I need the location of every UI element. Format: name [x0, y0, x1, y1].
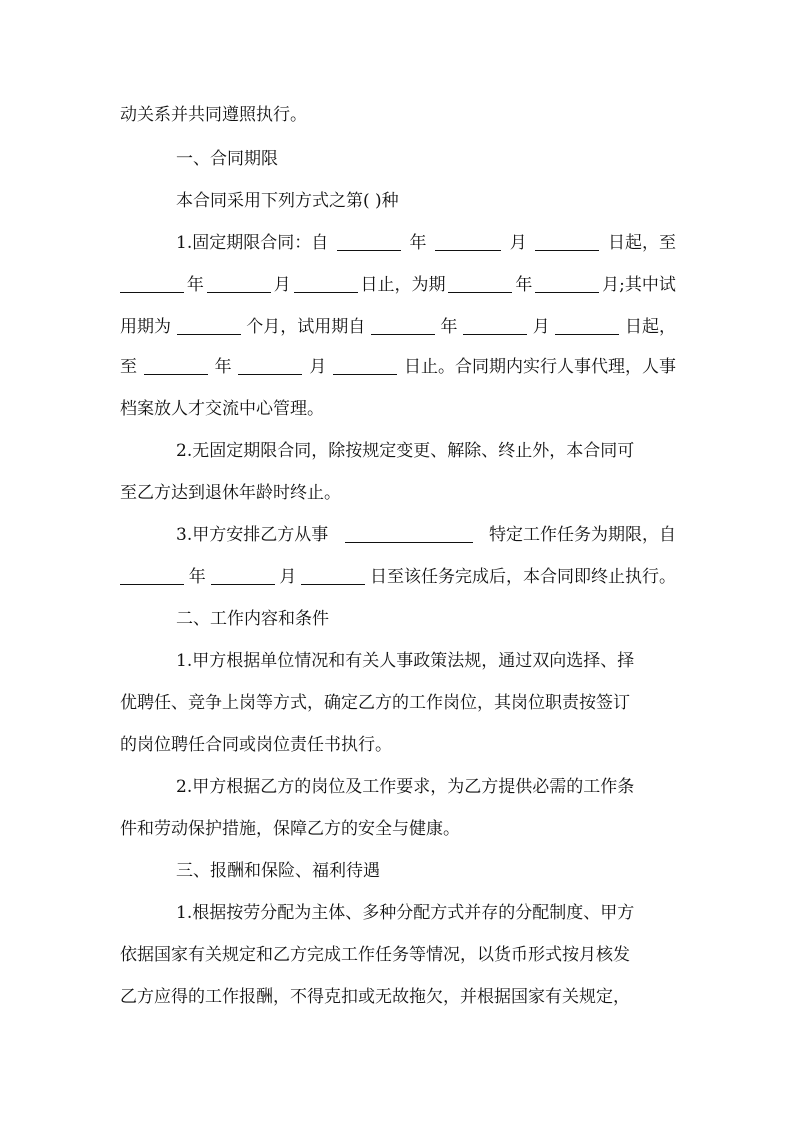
section-heading-pay: 三、报酬和保险、福利待遇: [176, 861, 380, 881]
text-segment: 月: [509, 233, 527, 253]
text-segment: 年: [409, 233, 427, 253]
paragraph-line: 依据国家有关规定和乙方完成工作任务等情况，以货币形式按月核发: [120, 945, 630, 965]
text-segment: 月: [532, 317, 550, 337]
paragraph-line: 件和劳动保护措施，保障乙方的安全与健康。: [120, 819, 460, 839]
clause-fixed-term: [176, 232, 676, 254]
text-segment: 年: [515, 275, 533, 295]
text-segment: 日起，至: [607, 233, 676, 253]
paragraph-line: 1.甲方根据单位情况和有关人事政策法规，通过双向选择、择: [176, 651, 635, 671]
paragraph-line: 至乙方达到退休年龄时终止。: [120, 483, 341, 503]
text-segment: 日至该任务完成后，本合同即终止执行。: [369, 567, 676, 587]
text-segment: 个月，试用期自: [246, 317, 366, 337]
text-segment: 3.甲方安排乙方从事: [176, 525, 329, 545]
section-heading-work: 二、工作内容和条件: [176, 609, 329, 629]
text-segment: 日止，为期: [360, 275, 446, 295]
paragraph-line: 动关系并共同遵照执行。: [120, 105, 307, 125]
section-heading-term: 一、合同期限: [176, 149, 278, 169]
text-segment: 至: [120, 357, 137, 377]
fill-blank-month[interactable]: [435, 232, 501, 251]
text-segment: 月: [309, 357, 327, 377]
text-segment: 特定工作任务为期限，自: [488, 525, 676, 545]
fill-blank-month[interactable]: [463, 316, 527, 335]
paragraph-line: 的岗位聘任合同或岗位责任书执行。: [120, 735, 392, 755]
paragraph-line: 档案放人才交流中心管理。: [120, 399, 324, 419]
fill-blank-month[interactable]: [207, 274, 271, 293]
text-segment: 月;其中试: [602, 275, 676, 295]
fill-blank-year[interactable]: [371, 316, 435, 335]
fill-blank-period-months[interactable]: [535, 274, 599, 293]
text-segment: 年: [214, 357, 232, 377]
fill-blank-month[interactable]: [238, 356, 302, 375]
paragraph-line: [120, 566, 676, 588]
paragraph-line: 本合同采用下列方式之第( )种: [176, 191, 399, 211]
clause-open-ended: 2.无固定期限合同，除按规定变更、解除、终止外，本合同可: [176, 441, 635, 461]
fill-blank-day[interactable]: [301, 566, 365, 585]
paragraph-line: 乙方应得的工作报酬，不得克扣或无故拖欠，并根据国家有关规定，: [120, 987, 630, 1007]
fill-blank-year[interactable]: [337, 232, 401, 251]
fill-blank-year[interactable]: [144, 356, 208, 375]
text-segment: 年: [186, 275, 204, 295]
paragraph-line: [120, 274, 676, 296]
fill-blank-day[interactable]: [333, 356, 397, 375]
clause-task-based: [176, 524, 676, 546]
text-segment: 日止。合同期内实行人事代理，人事: [403, 357, 676, 377]
fill-blank-probation-months[interactable]: [177, 316, 241, 335]
fill-blank-year[interactable]: [120, 274, 184, 293]
paragraph-line: 2.甲方根据乙方的岗位及工作要求，为乙方提供必需的工作条: [176, 777, 635, 797]
fill-blank-task[interactable]: [345, 524, 473, 543]
fill-blank-year[interactable]: [120, 566, 184, 585]
paragraph-line: 1.根据按劳分配为主体、多种分配方式并存的分配制度、甲方: [176, 903, 635, 923]
fill-blank-day[interactable]: [535, 232, 599, 251]
paragraph-line: [120, 356, 676, 378]
paragraph-line: 优聘任、竞争上岗等方式，确定乙方的工作岗位，其岗位职责按签订: [120, 693, 630, 713]
text-segment: 年: [188, 567, 206, 587]
text-segment: 年: [440, 317, 458, 337]
text-segment: 用期为: [120, 317, 171, 337]
fill-blank-month[interactable]: [211, 566, 275, 585]
fill-blank-period-years[interactable]: [448, 274, 512, 293]
text-segment: 日起，: [625, 317, 676, 337]
fill-blank-day[interactable]: [555, 316, 619, 335]
text-segment: 1.固定期限合同：自: [176, 233, 329, 253]
paragraph-line: [120, 316, 676, 338]
fill-blank-day[interactable]: [294, 274, 358, 293]
text-segment: 月: [273, 275, 291, 295]
text-segment: 月: [279, 567, 297, 587]
